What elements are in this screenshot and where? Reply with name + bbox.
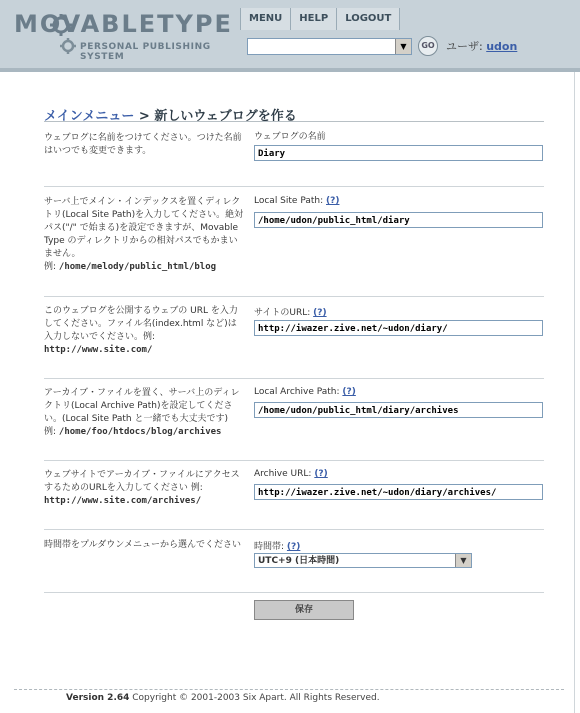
- blog-name-input[interactable]: Diary: [254, 145, 543, 161]
- local-archive-path-help-link[interactable]: (?): [342, 387, 356, 397]
- site-url-label: サイトのURL:: [254, 308, 311, 318]
- divider: [44, 186, 544, 187]
- local-archive-path-label: Local Archive Path:: [254, 387, 340, 397]
- chevron-down-icon[interactable]: ▼: [455, 554, 471, 567]
- site-url-example: http://www.site.com/: [44, 345, 153, 355]
- archive-url-label-wrap: [254, 469, 328, 479]
- go-button[interactable]: GO: [418, 36, 438, 56]
- local-archive-path-example-label: 例:: [44, 427, 57, 437]
- local-archive-path-example: /home/foo/htdocs/blog/archives: [58, 427, 222, 437]
- archive-url-input[interactable]: http://iwazer.zive.net/~udon/diary/archives/: [254, 484, 543, 500]
- content-border: [574, 72, 575, 713]
- header-bar: [0, 0, 580, 72]
- footer: [66, 693, 380, 703]
- user-label: ユーザ:: [446, 40, 483, 53]
- save-button[interactable]: 保存: [254, 600, 354, 620]
- breadcrumb-separator: >: [134, 109, 155, 124]
- local-archive-path-label-wrap: [254, 387, 356, 397]
- local-site-path-description: [44, 196, 244, 274]
- archive-url-help-link[interactable]: (?): [314, 469, 328, 479]
- divider: [44, 296, 544, 297]
- site-url-label-wrap: [254, 305, 327, 318]
- local-archive-path-description: [44, 387, 244, 439]
- timezone-select-value: UTC+9 (日本時間): [258, 556, 340, 566]
- gear-icon: [50, 14, 72, 36]
- small-gear-icon: [60, 38, 76, 54]
- site-url-description: [44, 305, 244, 357]
- breadcrumb-divider: [44, 121, 544, 122]
- nav-menu-link[interactable]: MENU: [241, 8, 291, 30]
- archive-url-example: http://www.site.com/archives/: [44, 496, 202, 506]
- movabletype-logo[interactable]: [10, 8, 238, 60]
- user-name-link[interactable]: udon: [486, 40, 518, 53]
- divider: [44, 592, 544, 593]
- nav-help-link[interactable]: HELP: [291, 8, 337, 30]
- logo-wordmark: MOVABLETYPE: [14, 10, 233, 38]
- breadcrumb-main-menu[interactable]: メインメニュー: [44, 109, 135, 124]
- local-site-path-example: /home/melody/public_html/blog: [58, 262, 217, 272]
- timezone-help-link[interactable]: (?): [286, 542, 301, 552]
- local-site-path-label-wrap: [254, 196, 339, 206]
- nav-logout-link[interactable]: LOGOUT: [337, 8, 400, 30]
- chevron-down-icon[interactable]: ▼: [395, 39, 411, 54]
- user-info: [446, 38, 517, 54]
- archive-url-description: [44, 469, 244, 508]
- timezone-description: 時間帯をプルダウンメニューから選んでください: [44, 540, 242, 550]
- site-url-help-link[interactable]: (?): [313, 308, 327, 318]
- timezone-label-wrap: [254, 539, 300, 552]
- blog-name-label: ウェブログの名前: [254, 132, 326, 142]
- archive-url-desc-text: ウェブサイトでアーカイブ・ファイルにアクセスするためのURLを入力してください 例:: [44, 470, 240, 493]
- local-site-path-example-label: 例:: [44, 262, 57, 272]
- local-site-path-help-link[interactable]: (?): [326, 196, 340, 206]
- local-site-path-desc-text: サーバ上でメイン・インデックスを置くディレクトリ(Local Site Path)を入力してください。絶対パス("/" で始まる)を設定できますが、Movable Type のディレクトリからの相対パスでもかまいません。: [44, 197, 244, 259]
- timezone-label: 時間帯:: [254, 542, 285, 552]
- site-url-desc-text: このウェブログを公開するウェブの URL を入力してください。ファイル名(index.html など)は入力しないでください。例:: [44, 306, 238, 342]
- blog-select[interactable]: [247, 38, 412, 55]
- timezone-select[interactable]: [254, 553, 472, 568]
- divider: [44, 378, 544, 379]
- local-site-path-label: Local Site Path:: [254, 196, 324, 206]
- page-title: 新しいウェブログを作る: [154, 109, 297, 124]
- blog-name-description: ウェブログに名前をつけてください。つけた名前はいつでも変更できます。: [44, 133, 242, 156]
- site-url-input[interactable]: http://iwazer.zive.net/~udon/diary/: [254, 320, 543, 336]
- top-nav: [240, 8, 400, 30]
- local-site-path-input[interactable]: /home/udon/public_html/diary: [254, 212, 543, 228]
- local-archive-path-input[interactable]: /home/udon/public_html/diary/archives: [254, 402, 543, 418]
- archive-url-label: Archive URL:: [254, 469, 312, 479]
- footer-divider: [14, 689, 564, 690]
- logo-tagline: PERSONAL PUBLISHING SYSTEM: [80, 42, 211, 62]
- footer-version: Version 2.64: [66, 693, 130, 703]
- local-archive-path-desc-text: アーカイブ・ファイルを置く、サーバ上のディレクトリ(Local Archive Path)を設定してください。(Local Site Path と一緒でも大丈夫です): [44, 388, 240, 424]
- footer-copyright: Copyright © 2001-2003 Six Apart. All Rights Reserved.: [129, 693, 380, 703]
- divider: [44, 460, 544, 461]
- divider: [44, 529, 544, 530]
